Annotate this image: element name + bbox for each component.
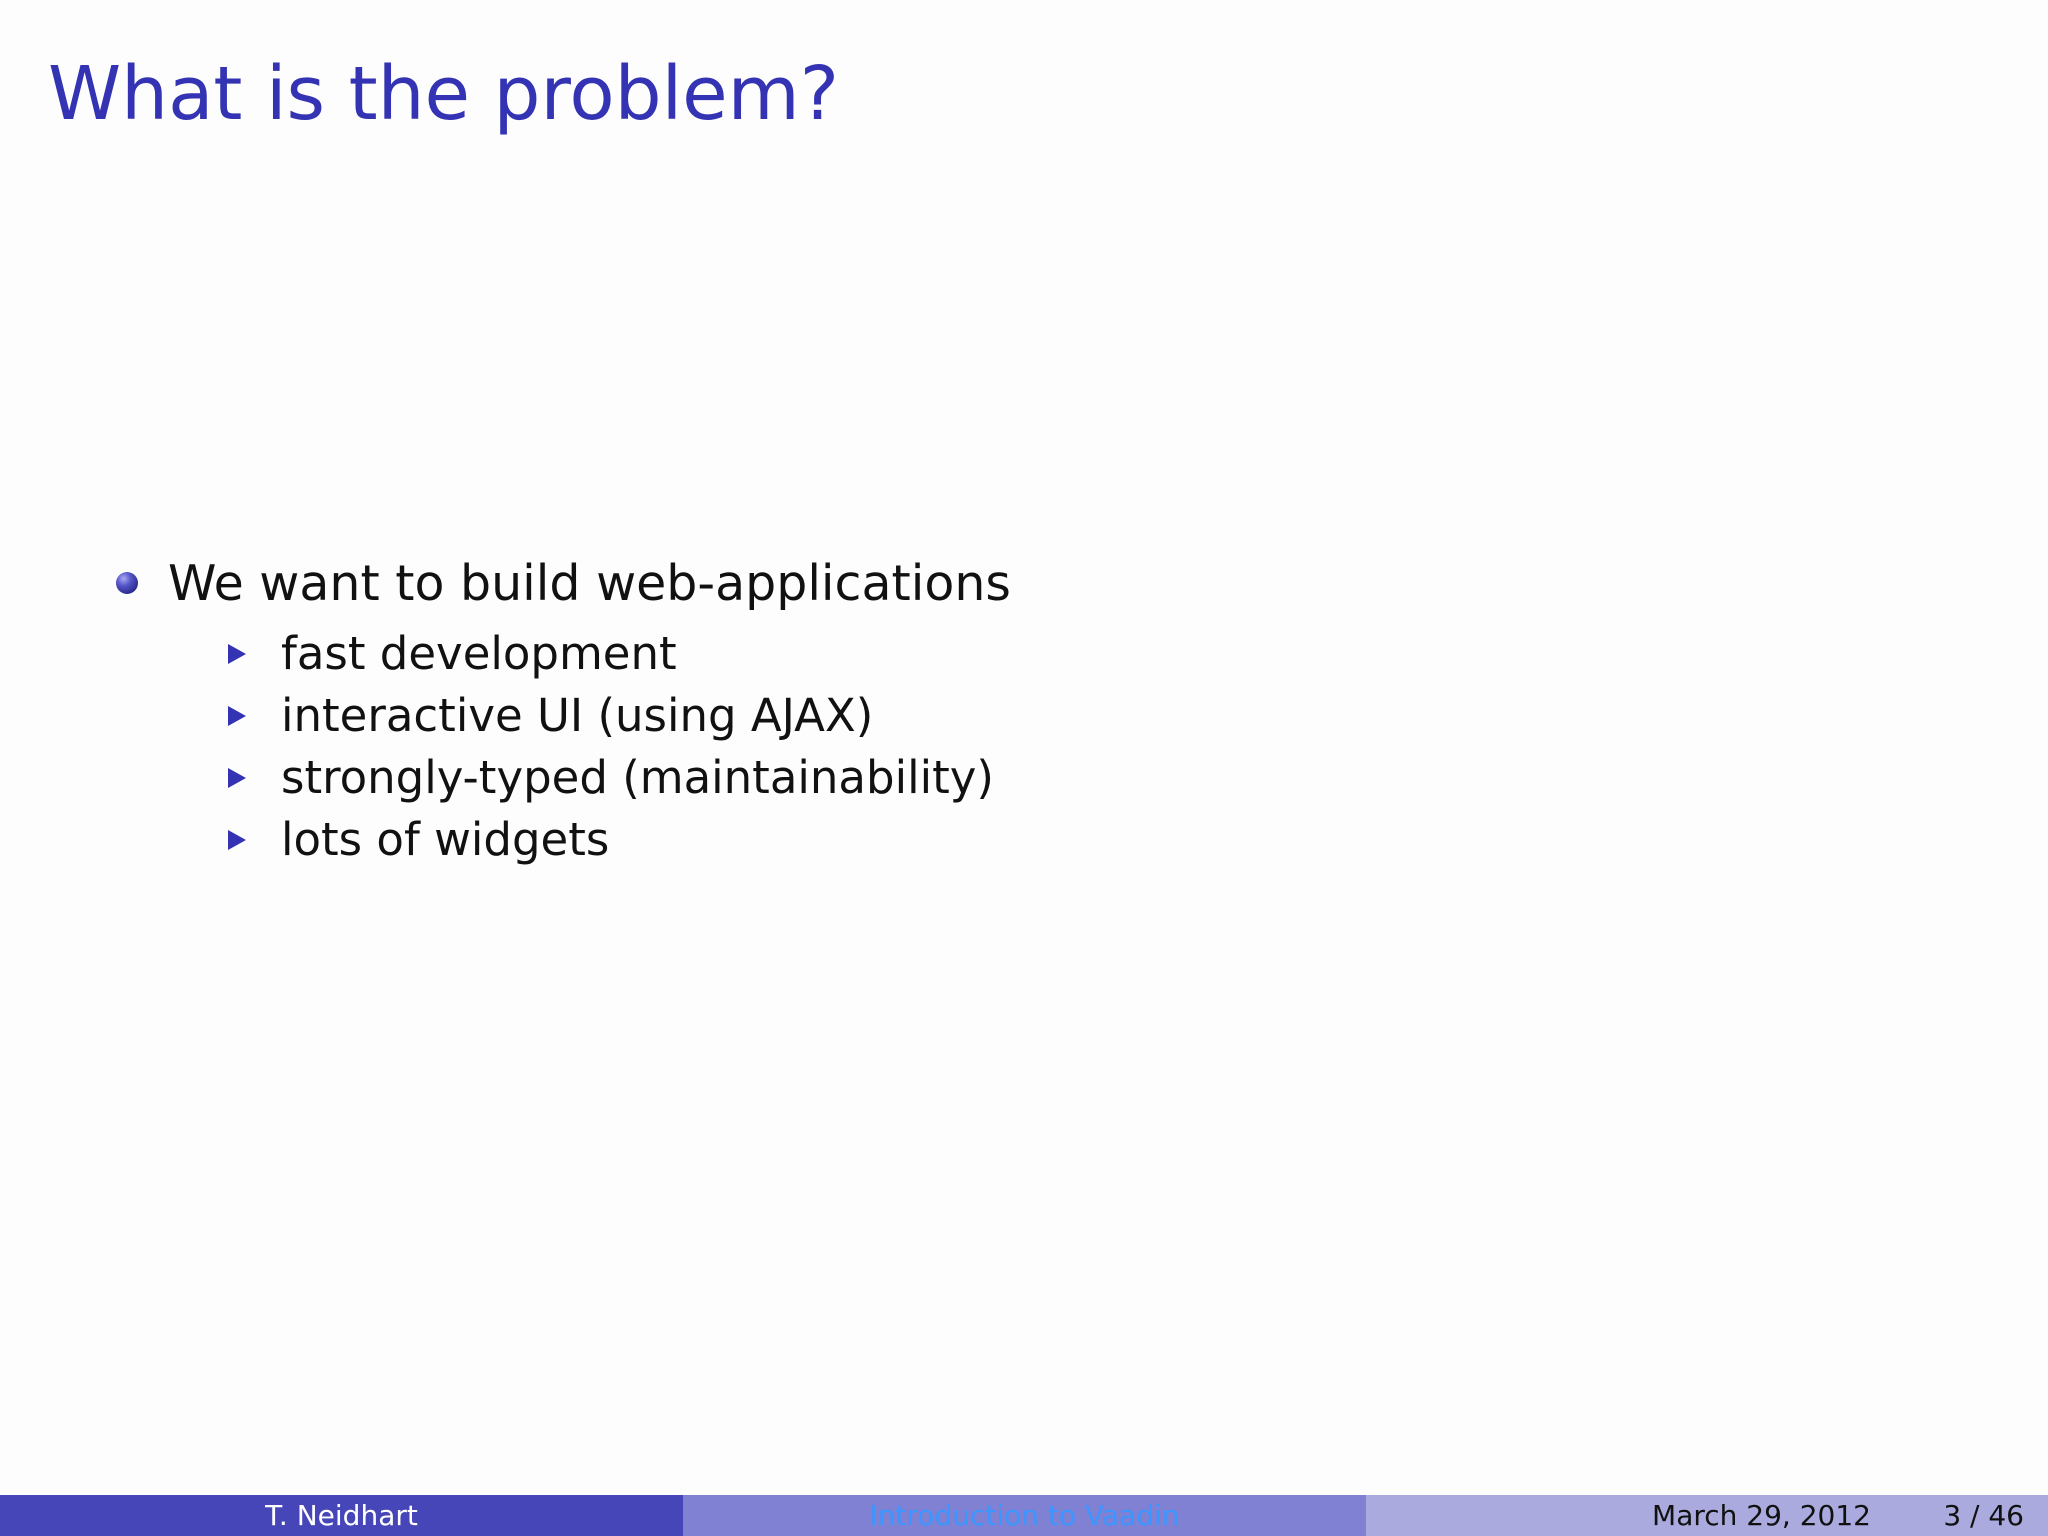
footer-author: T. Neidhart	[0, 1495, 683, 1536]
footer-page-number: 3 / 46	[1943, 1499, 2024, 1532]
bullet-text: We want to build web-applications	[168, 555, 1011, 612]
triangle-bullet-icon	[228, 830, 246, 850]
footer-date: March 29, 2012	[1652, 1499, 1871, 1532]
sub-bullet-text: fast development	[281, 627, 677, 680]
triangle-bullet-icon	[228, 768, 246, 788]
footer-bar	[0, 1495, 2048, 1536]
sub-bullet-text: lots of widgets	[281, 813, 610, 866]
sphere-bullet-icon	[116, 572, 138, 594]
sub-bullet-text: strongly-typed (maintainability)	[281, 751, 994, 804]
triangle-bullet-icon	[228, 706, 246, 726]
sub-bullet-text: interactive UI (using AJAX)	[281, 689, 874, 742]
triangle-bullet-icon	[228, 644, 246, 664]
footer-presentation-title: Introduction to Vaadin	[683, 1495, 1366, 1536]
slide-title: What is the problem?	[48, 51, 840, 137]
footer-info	[1366, 1495, 2048, 1536]
